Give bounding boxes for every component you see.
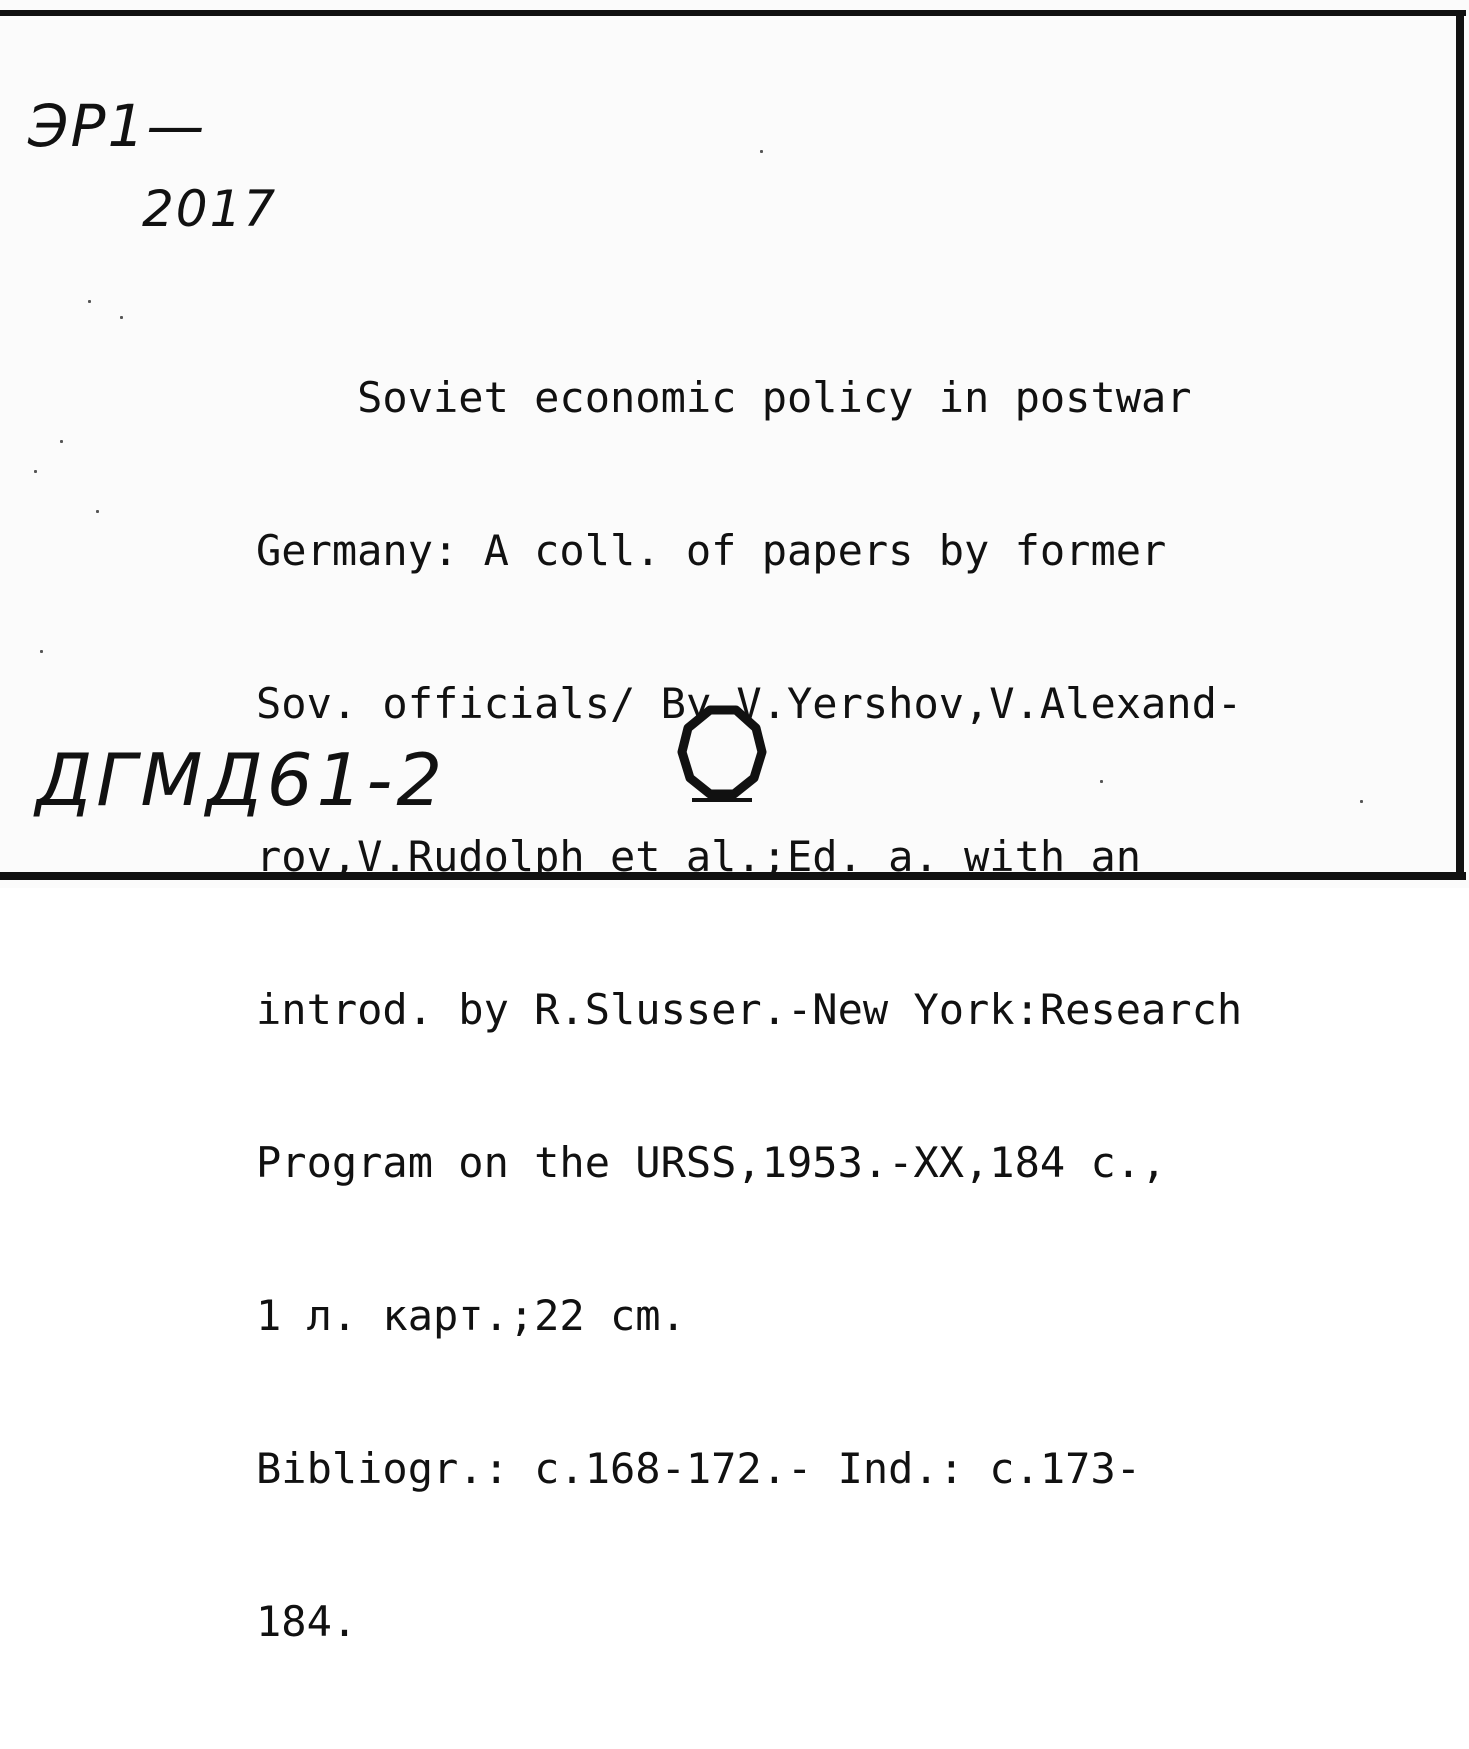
shelf-mark-bottom: ДГМД61-2 — [36, 738, 447, 822]
speckle — [120, 316, 123, 319]
circle-stamp-icon — [672, 702, 772, 802]
record-line: Soviet economic policy in postwar — [256, 373, 1192, 422]
record-line: Germany: A coll. of papers by former — [256, 526, 1167, 575]
shelf-mark-top: ЭР1— — [28, 92, 207, 160]
speckle — [40, 650, 43, 653]
speckle — [60, 440, 63, 443]
bibliographic-record — [256, 270, 1446, 1749]
speckle — [760, 150, 763, 153]
speckle — [88, 300, 91, 303]
speckle — [34, 470, 37, 473]
speckle — [96, 510, 99, 513]
shelf-mark-number: 2017 — [142, 180, 278, 238]
record-line: 184. — [256, 1597, 358, 1646]
record-line: 1 л. карт.;22 cm. — [256, 1291, 686, 1340]
record-line: Bibliogr.: c.168-172.- Ind.: c.173- — [256, 1444, 1142, 1493]
card-border-right — [1456, 10, 1464, 880]
record-line: Program on the URSS,1953.-XX,184 c., — [256, 1138, 1167, 1187]
card-border-top — [0, 10, 1466, 16]
record-line: rov,V.Rudolph et al.;Ed. a. with an — [256, 832, 1142, 881]
record-line: Sov. officials/ By V.Yershov,V.Alexand- — [256, 679, 1243, 728]
record-line: introd. by R.Slusser.-New York:Research — [256, 985, 1243, 1034]
